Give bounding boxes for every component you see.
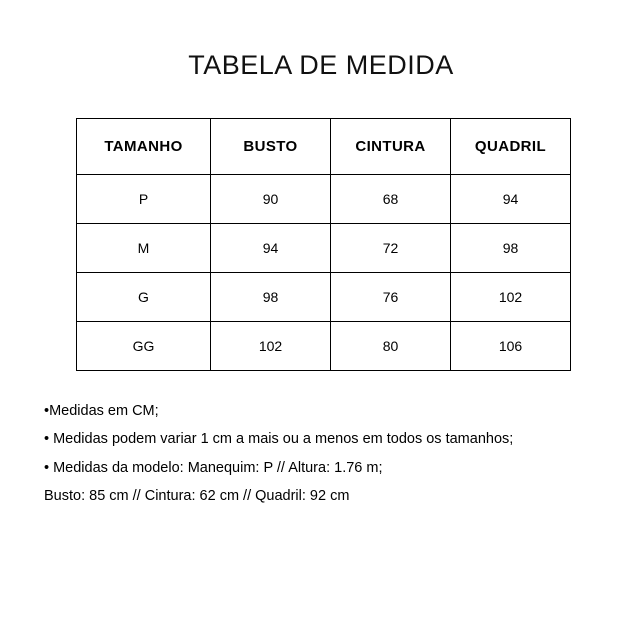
cell-size: P — [77, 175, 211, 224]
column-header-quadril: QUADRIL — [451, 119, 571, 175]
cell-busto: 102 — [211, 322, 331, 371]
page-title: TABELA DE MEDIDA — [188, 50, 454, 80]
table-row — [77, 322, 571, 371]
cell-cintura: 72 — [331, 224, 451, 273]
column-header-cintura: CINTURA — [331, 119, 451, 175]
column-header-busto: BUSTO — [211, 119, 331, 175]
table-row — [77, 273, 571, 322]
table-row — [77, 224, 571, 273]
cell-cintura: 76 — [331, 273, 451, 322]
cell-size: G — [77, 273, 211, 322]
note-line-2: • Medidas podem variar 1 cm a mais ou a menos em todos os tamanhos; — [44, 431, 514, 448]
notes-section — [44, 397, 598, 510]
note-line-3: • Medidas da modelo: Manequim: P // Altura: 1.76 m; — [44, 459, 383, 476]
cell-size: GG — [77, 322, 211, 371]
note-line-1: •Medidas em CM; — [44, 403, 159, 419]
table-row — [77, 175, 571, 224]
size-table — [76, 118, 571, 371]
cell-quadril: 102 — [451, 273, 571, 322]
note-line-4: Busto: 85 cm // Cintura: 62 cm // Quadril: 92 cm — [44, 487, 350, 504]
cell-cintura: 80 — [331, 322, 451, 371]
column-header-tamanho: TAMANHO — [77, 119, 211, 175]
cell-quadril: 98 — [451, 224, 571, 273]
cell-cintura: 68 — [331, 175, 451, 224]
cell-quadril: 94 — [451, 175, 571, 224]
cell-quadril: 106 — [451, 322, 571, 371]
cell-busto: 94 — [211, 224, 331, 273]
table-header-row — [77, 119, 571, 175]
cell-busto: 98 — [211, 273, 331, 322]
size-table-container — [76, 118, 566, 371]
cell-busto: 90 — [211, 175, 331, 224]
cell-size: M — [77, 224, 211, 273]
